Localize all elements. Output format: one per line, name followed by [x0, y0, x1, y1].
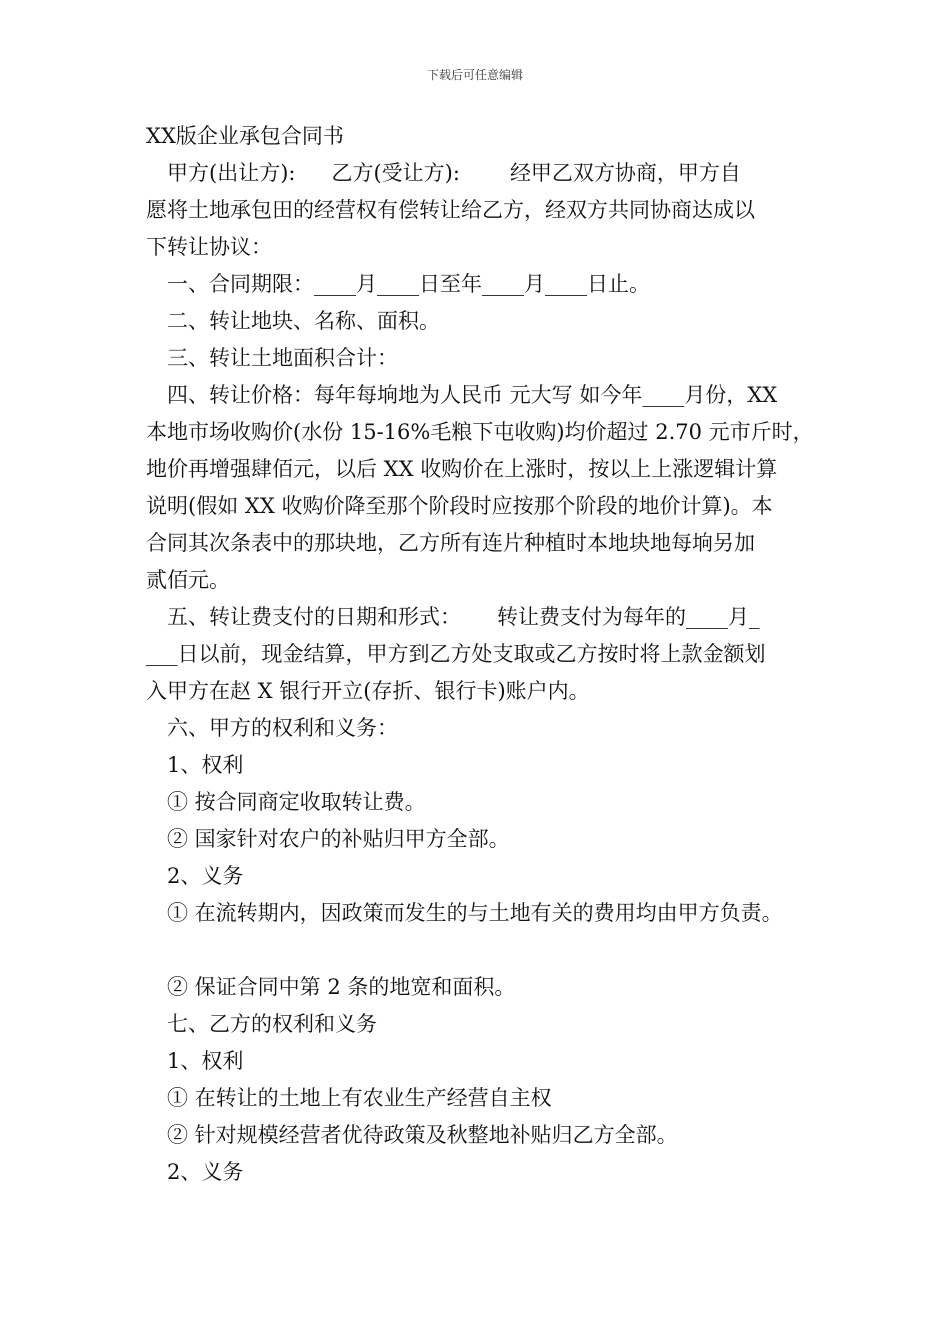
party-a-label: 甲方(出让方):: [167, 161, 296, 185]
clause-5-line: 入甲方在赵 X 银行开立(存折、银行卡)账户内。: [146, 679, 590, 703]
clause-5-line: [146, 599, 818, 636]
clause-4-line: 地价再增强肆佰元，以后 XX 收购价在上涨时，按以上上涨逻辑计算: [146, 457, 778, 481]
clause-2: 二、转让地块、名称、面积。: [167, 309, 440, 333]
clause-3: 三、转让土地面积合计：: [167, 346, 398, 370]
clause-5-line: ___日以前，现金结算，甲方到乙方处支取或乙方按时将上款金额划: [146, 642, 766, 666]
page-header-note: 下载后可任意编辑: [426, 68, 523, 82]
party-b-label: 乙方(受让方):: [331, 161, 460, 185]
clause-5-heading: 五、转让费支付的日期和形式：: [167, 605, 461, 629]
parties-line: [146, 155, 818, 192]
clause-6-duties-heading: 2、义务: [167, 864, 244, 888]
clause-6-right-item: ① 按合同商定收取转让费。: [167, 790, 426, 814]
clause-4-line: 四、转让价格：每年每垧地为人民币 元大写 如今年____月份，XX: [167, 383, 778, 407]
clause-6-right-item: ② 国家针对农户的补贴归甲方全部。: [167, 827, 510, 851]
clause-7-rights-heading: 1、权利: [167, 1049, 244, 1073]
clause-1: 一、合同期限：____月____日至年____月____日止。: [167, 272, 650, 296]
clause-7-duties-heading: 2、义务: [167, 1160, 244, 1184]
clause-4-line: 说明(假如 XX 收购价降至那个阶段时应按那个阶段的地价计算)。本: [146, 494, 773, 518]
paragraph-line: 愿将土地承包田的经营权有偿转让给乙方，经双方共同协商达成以: [146, 198, 755, 222]
clause-6-rights-heading: 1、权利: [167, 753, 244, 777]
clause-5-text: 转让费支付为每年的____月_: [497, 605, 760, 629]
clause-4-line: 合同其次条表中的那块地，乙方所有连片种植时本地块地每垧另加: [146, 531, 755, 555]
clause-4-line: 贰佰元。: [146, 568, 230, 592]
clause-4-line: 本地市场收购价(水份 15-16%毛粮下屯收购)均价超过 2.70 元市斤时，: [146, 420, 814, 444]
clause-7-right-item: ② 针对规模经营者优待政策及秋整地补贴归乙方全部。: [167, 1123, 678, 1147]
clause-6-heading: 六、甲方的权利和义务：: [167, 716, 398, 740]
clause-6-duty-item: ② 保证合同中第 2 条的地宽和面积。: [167, 975, 516, 999]
document-title: XX版企业承包合同书: [146, 124, 344, 148]
clause-7-right-item: ① 在转让的土地上有农业生产经营自主权: [167, 1086, 552, 1110]
paragraph-line: 下转让协议：: [146, 235, 272, 259]
blank-line: [146, 932, 818, 969]
negotiation-text: 经甲乙双方协商，甲方自: [509, 161, 741, 185]
clause-7-heading: 七、乙方的权利和义务: [167, 1012, 377, 1036]
document-body: [146, 118, 818, 1191]
clause-6-duty-item: ① 在流转期内，因政策而发生的与土地有关的费用均由甲方负责。: [167, 901, 783, 925]
